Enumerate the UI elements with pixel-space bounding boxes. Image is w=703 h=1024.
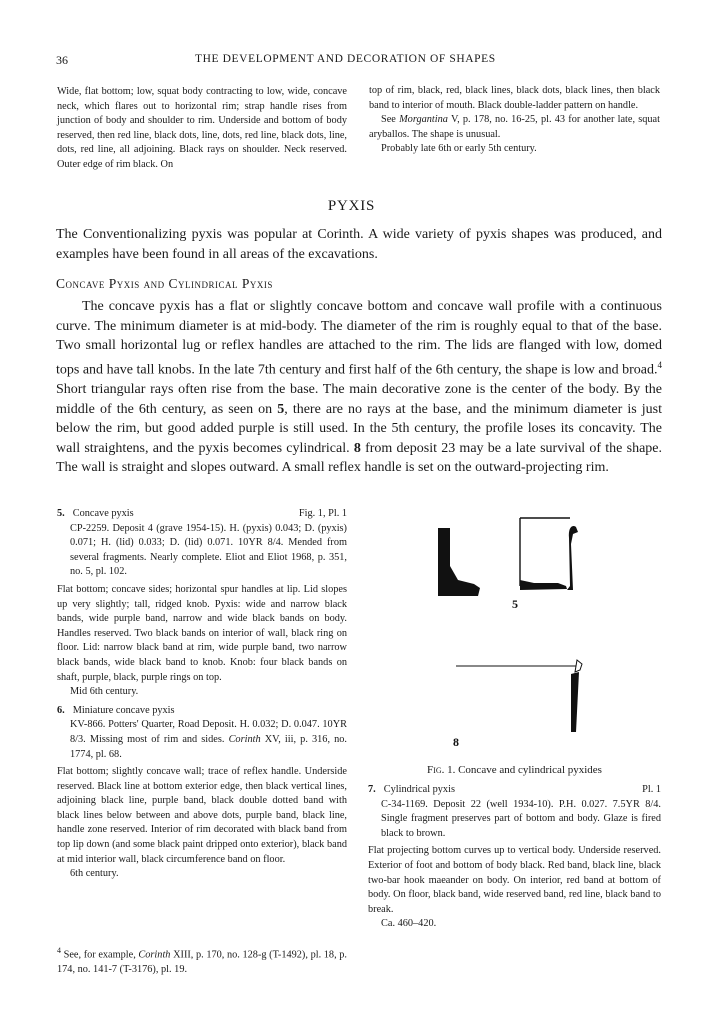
- page-number: 36: [56, 53, 68, 67]
- entry-5-date: Mid 6th century.: [70, 686, 139, 698]
- entry-6-date: 6th century.: [70, 868, 119, 880]
- para-part3: , there are no rays at the base, and the minimum diameter is just below the rim, but good added purple is still used. In the 5th century, the profile loses its concavity. The wall straightens, and the pyxis becomes cylindrical.: [56, 401, 662, 456]
- catalog-right-column: [368, 783, 661, 932]
- entry-5-number: 5.: [57, 508, 65, 519]
- running-title: THE DEVELOPMENT AND DECORATION OF SHAPES: [195, 53, 496, 65]
- catalog-left-column: [57, 507, 347, 882]
- entry-5-name: Concave pyxis: [72, 508, 134, 519]
- entry-5-details: CP-2259. Deposit 4 (grave 1954-15). H. (pyxis) 0.043; D. (pyxis) 0.071; H. (lid) 0.033; D. (lid) 0.071. 10YR 8/4. Mended from several fragments. Nearly complete. Eliot and Eliot 1968, p. 351, no. 5, pl. 102.: [70, 522, 347, 578]
- entry-6-head: [57, 704, 347, 719]
- entry-7-name: Cylindrical pyxis: [383, 784, 455, 795]
- continuation-right-p3: Probably late 6th or early 5th century.: [381, 143, 537, 155]
- morgantina-italic: Morgantina: [399, 114, 448, 126]
- pyxis-5-lid-profile: [438, 528, 480, 596]
- entry-6-description: Flat bottom; slightly concave wall; trace of reflex handle. Underside reserved. Black line at bottom exterior edge, then black vertical lines, adjoining black line, purple band, black double dotted band with black lines below between and above dots, purple band, black line, handle zone reserved. Interior of rim decorated with black band from top lip down (and some black paint dripped onto exterior), black band at mid interior wall, black circumference band on floor.: [57, 766, 347, 865]
- footnote: [57, 944, 347, 978]
- entry-7-title: [368, 783, 455, 798]
- para-part1: The concave pyxis has a flat or slightly concave bottom and concave wall profile with a continuous curve. The minimum diameter is at mid-body. The diameter of the rim is roughly equal to that of the base. Two small horizontal lug or reflex handles are attached to the rim. The lids are flanged with low, domed tops and have tall knobs. In the late 7th century and first half of the 6th century, the shape is low and broad.: [56, 299, 662, 378]
- continuation-right-p2: [369, 113, 660, 142]
- section-title: PYXIS: [327, 198, 376, 214]
- entry-7-description: Flat projecting bottom curves up to vertical body. Underside reserved. Exterior of foot and bottom of body black. Red band, black line, black two-bar hook maeander on body. On interior, red band at bottom of body. On floor, black band, wide reserved band, red line, black band to break.: [368, 845, 661, 915]
- entry-5-title: [57, 507, 134, 522]
- continuation-left-text: Wide, flat bottom; low, squat body contracting to low, wide, concave neck, which flares out to horizontal rim; strap handle rises from junction of body and shoulder to rim. Underside and bottom of body reserved, then red line, black dots, line, dots, red line, black dots, line, dots, red line, all adjoining. Black rays on shoulder. Neck reserved. Outer edge of rim black. On: [57, 86, 347, 170]
- para-part2: Short triangular rays often rise from the base. The main decorative zone is the center of the body. By the middle of the 6th century, as seen on: [56, 382, 662, 417]
- entry-6-name: Miniature concave pyxis: [72, 704, 175, 716]
- entry-7-ref: Pl. 1: [642, 784, 661, 795]
- entry-6-title: [57, 704, 175, 719]
- entry-5-description: Flat bottom; concave sides; horizontal spur handles at lip. Lid slopes up very slightly; tall, ridged knob. Pyxis: wide and narrow black bands, wide purple band, narrow and wide black bands on body. Handles reserved. Two black bands on interior of wall, black ring on floor. Lid: narrow black band at rim, wide purple band, two narrow black bands, wide black band to knob. Knob: four black bands on shaft, purple, black, purple rings on top.: [57, 583, 347, 683]
- entry-5-ref: Fig. 1, Pl. 1: [298, 508, 347, 519]
- entry-7-head: [368, 783, 661, 798]
- entry-6-details-suffix: XV, iii, p. 316, no. 1774, pl. 68.: [70, 733, 347, 760]
- figure-caption: [368, 764, 661, 776]
- figure-label-8: 8: [453, 735, 459, 749]
- pyxis-8-profile: [456, 660, 582, 732]
- continuation-right: [369, 84, 660, 157]
- entry-6-details-prefix: KV-866. Potters' Quarter, Road Deposit. H. 0.032; D. 0.047. 10YR 8/3. Missing most of rim and sides.: [70, 719, 347, 745]
- entry-7-details: C-34-1169. Deposit 22 (well 1934-10). P.H. 0.027. 7.5YR 8/4. Single fragment preserves part of bottom and body. Glaze is fired black to brown.: [381, 798, 661, 839]
- pyxis-5-body-profile: [520, 518, 578, 590]
- main-paragraph: [56, 297, 662, 478]
- entry-6-details: [57, 718, 347, 762]
- continuation-left: [57, 85, 347, 173]
- footnote-corinth-italic: Corinth: [138, 949, 171, 961]
- ref-5: 5: [277, 401, 285, 417]
- entry-7-date: Ca. 460–420.: [381, 918, 437, 930]
- subsection-title: Concave Pyxis and Cylindrical Pyxis: [56, 276, 273, 291]
- figure-caption-text: Concave and cylindrical pyxides: [455, 764, 602, 776]
- footnote-prefix: See, for example,: [61, 949, 139, 961]
- footnote-marker: 4: [57, 946, 61, 955]
- entry-6-corinth-italic: Corinth: [228, 733, 261, 745]
- entry-6-number: 6.: [57, 704, 65, 716]
- figure-label-5: 5: [512, 597, 518, 611]
- para-part4: from deposit 23 may be a late survival of the shape. The wall is straight and slopes outward. A small reflex handle is set on the outward-projecting rim.: [56, 440, 662, 476]
- see-prefix: See: [381, 114, 400, 126]
- see-suffix: V, p. 178, no. 16-25, pl. 43 for another late, squat aryballos. The shape is unusual.: [369, 114, 660, 140]
- entry-5-head: [57, 507, 347, 522]
- footnote-ref[interactable]: 4: [657, 359, 662, 370]
- footnote-suffix: XIII, p. 170, no. 128-g (T-1492), pl. 18, p. 174, no. 141-7 (T-3176), pl. 19.: [57, 949, 347, 976]
- entry-7-number: 7.: [368, 784, 376, 795]
- figure-1-drawings: [430, 510, 600, 750]
- section-intro: The Conventionalizing pyxis was popular at Corinth. A wide variety of pyxis shapes was produced, and examples have been found in all areas of the excavations.: [56, 227, 662, 262]
- figure-caption-prefix: Fig. 1.: [427, 764, 456, 776]
- ref-8: 8: [353, 440, 361, 456]
- continuation-right-p1: top of rim, black, red, black lines, black dots, black lines, then black band to interior of mouth. Black double-ladder pattern on handle.: [369, 85, 660, 111]
